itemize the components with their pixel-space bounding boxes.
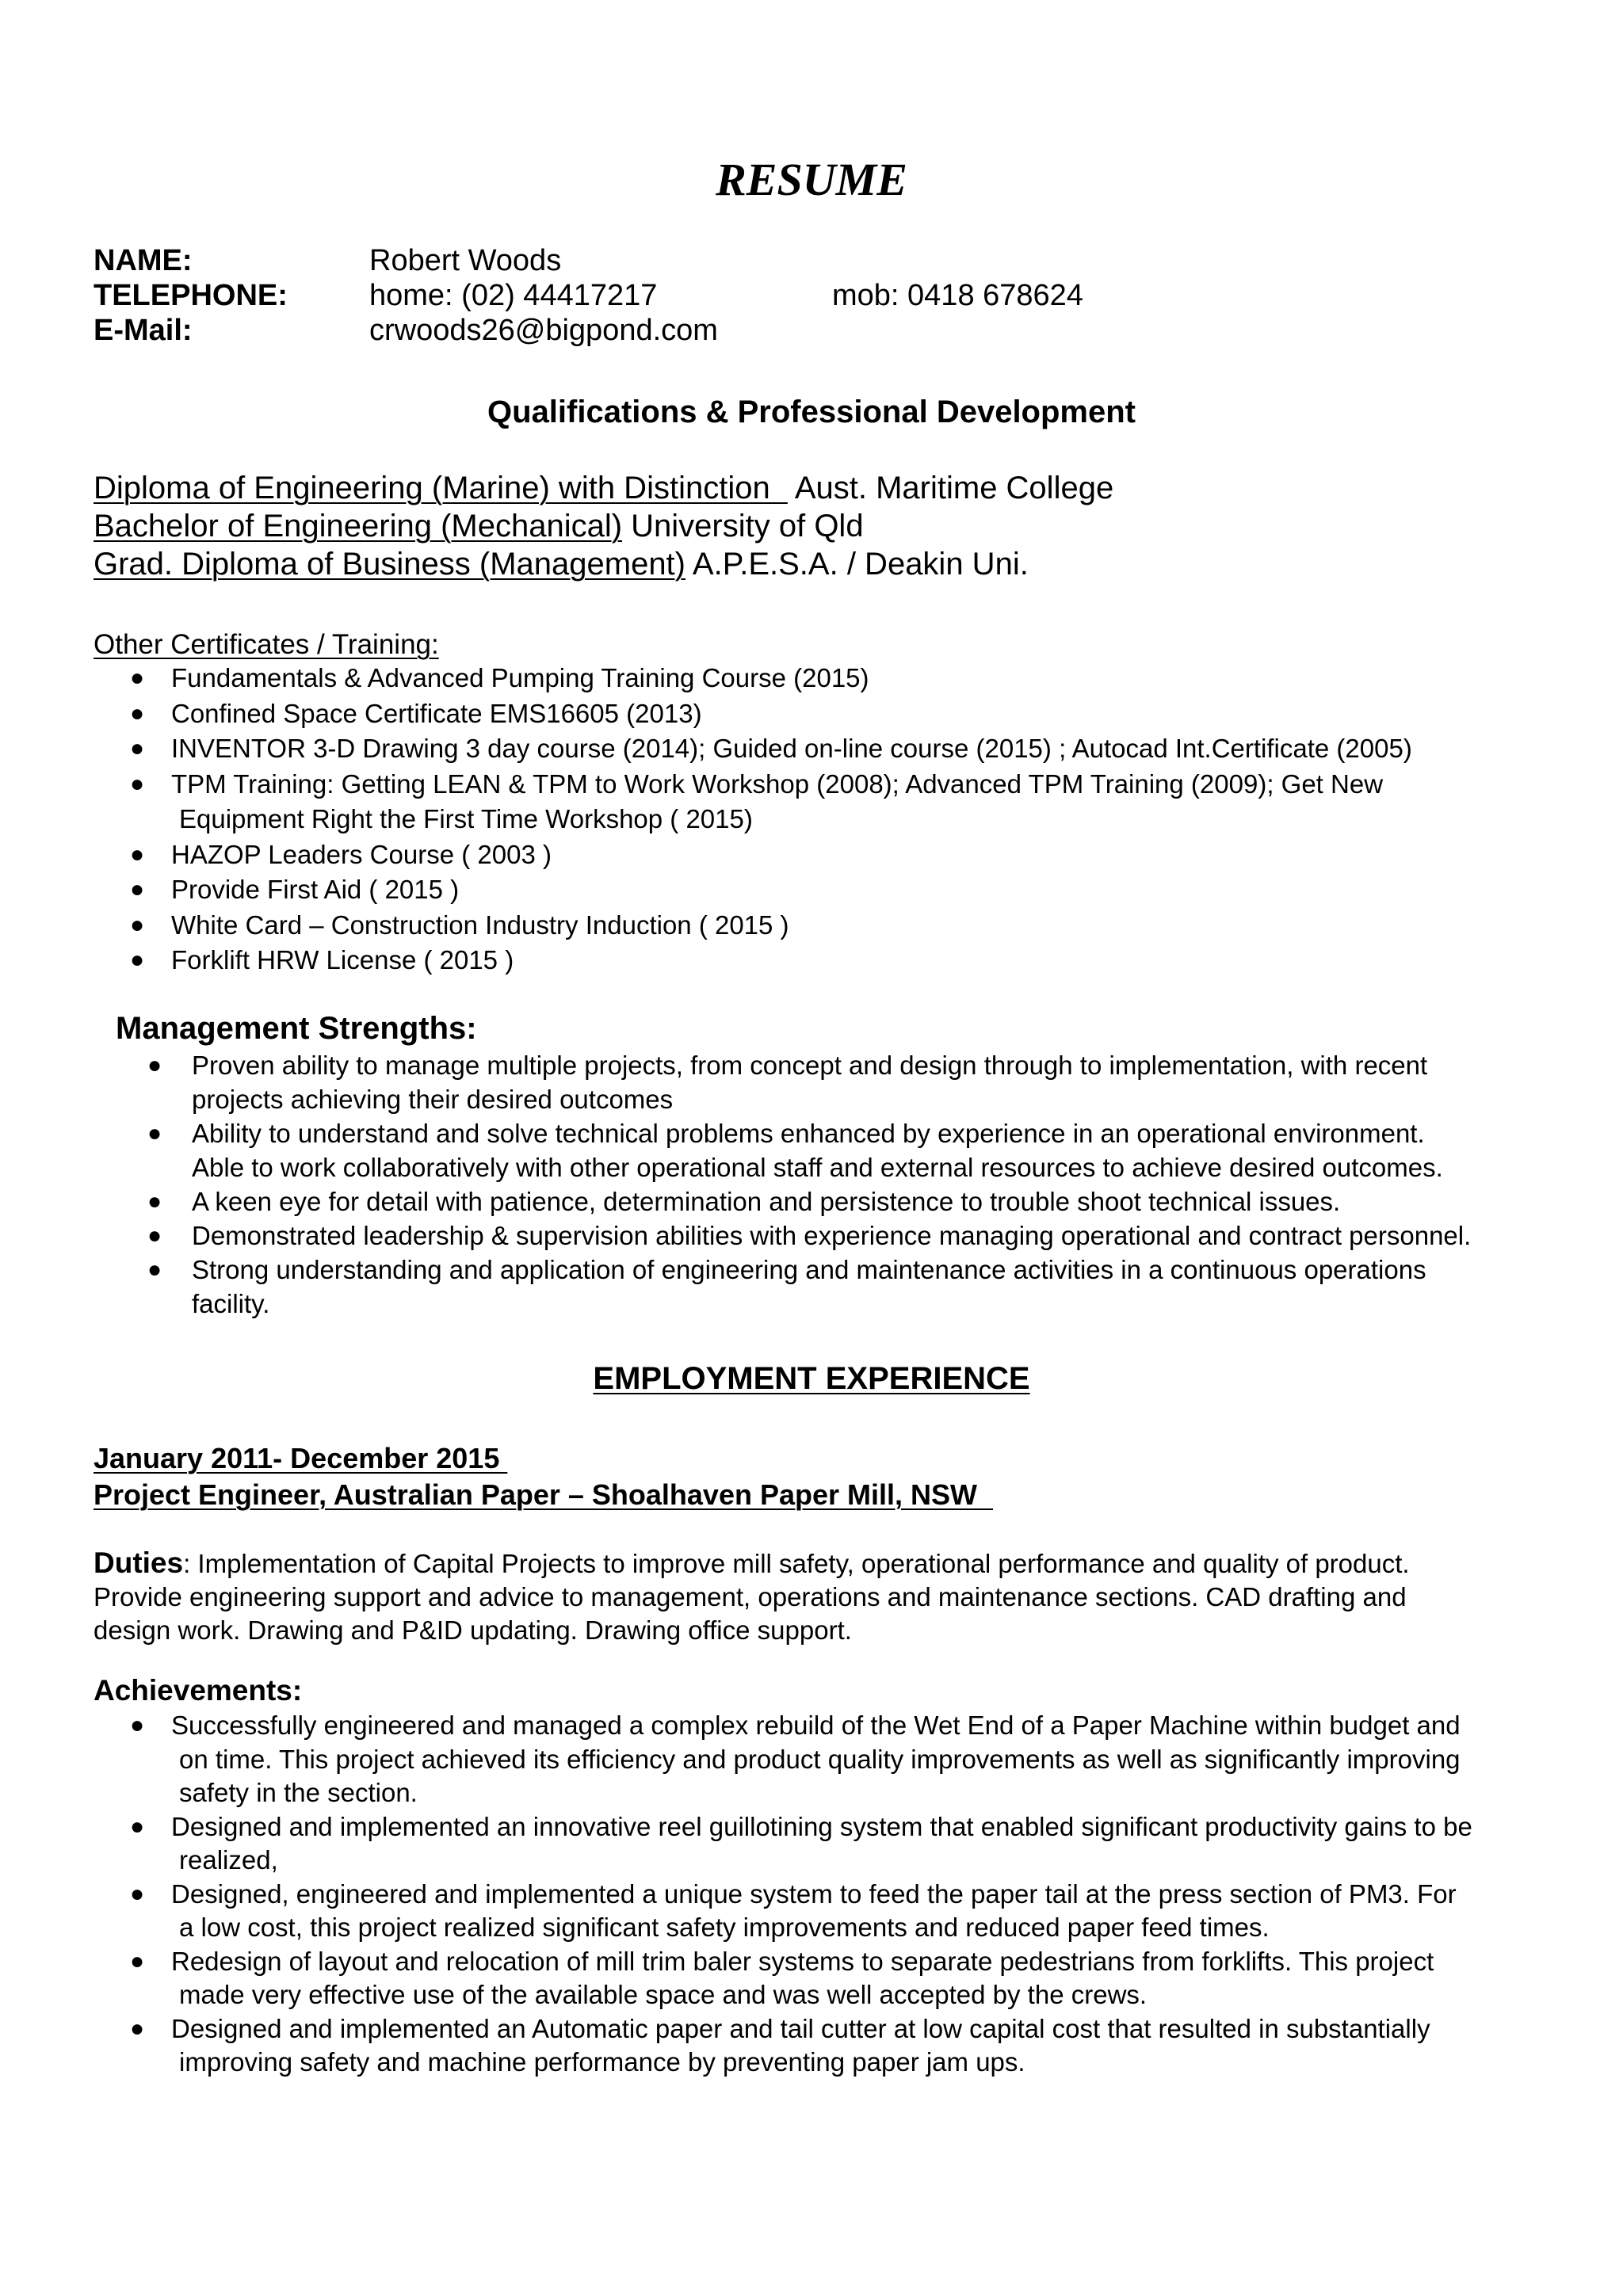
- achievement-text: Successfully engineered and managed a complex rebuild of the Wet End of a Paper Machine within budget and: [171, 1711, 1461, 1740]
- qualification-degree: Diploma of Engineering (Marine) with Distinction: [94, 471, 788, 505]
- list-item: [94, 2012, 1583, 2080]
- strength-text: A keen eye for detail with patience, determination and persistence to trouble shoot technical issues.: [192, 1187, 1341, 1216]
- duties-label: Duties: [94, 1547, 184, 1579]
- qualification-item: [94, 469, 1113, 507]
- employment-heading: [0, 1360, 1623, 1398]
- bullet-icon: ●: [130, 665, 145, 691]
- mobile-phone: mob: 0418 678624: [832, 279, 1083, 312]
- bullet-icon: ●: [147, 1052, 162, 1078]
- list-item: [94, 1709, 1583, 1810]
- duties-line: design work. Drawing and P&ID updating. Drawing office support.: [94, 1615, 852, 1645]
- email-value: crwoods26@bigpond.com: [369, 314, 718, 347]
- management-list: [94, 1048, 1583, 1321]
- strength-text: projects achieving their desired outcomes: [192, 1085, 674, 1114]
- qualification-institution: A.P.E.S.A. / Deakin Uni.: [685, 547, 1029, 582]
- resume-title: RESUME: [716, 154, 907, 205]
- bullet-icon: ●: [147, 1257, 162, 1283]
- list-item: [94, 1810, 1583, 1878]
- duties-paragraph: [94, 1547, 1552, 1647]
- certificate-text: TPM Training: Getting LEAN & TPM to Work Workshop (2008); Advanced TPM Training (2009); Get New: [171, 769, 1384, 799]
- duties-text: : Implementation of Capital Projects to improve mill safety, operational performance and quality of product.: [183, 1549, 1410, 1578]
- other-certificates-heading: Other Certificates / Training:: [94, 629, 439, 660]
- employment-heading-text: EMPLOYMENT EXPERIENCE: [593, 1361, 1030, 1396]
- achievements-heading: Achievements:: [94, 1674, 303, 1707]
- bullet-icon: ●: [130, 2015, 145, 2042]
- certificate-text: Forklift HRW License ( 2015 ): [171, 945, 514, 974]
- list-item: [94, 696, 1583, 732]
- employment-position: Project Engineer, Australian Paper – Shoalhaven Paper Mill, NSW: [94, 1478, 994, 1511]
- achievement-text: improving safety and machine performance by preventing paper jam ups.: [179, 2047, 1025, 2077]
- list-item: [94, 1945, 1583, 2012]
- employment-period: January 2011- December 2015: [94, 1442, 508, 1474]
- list-item: [94, 943, 1583, 978]
- list-item: [94, 1048, 1583, 1116]
- list-item: [94, 767, 1583, 837]
- achievement-text: made very effective use of the available space and was well accepted by the crews.: [179, 1980, 1148, 2009]
- list-item: [94, 1116, 1583, 1184]
- list-item: [94, 837, 1583, 873]
- bullet-icon: ●: [147, 1120, 162, 1146]
- bullet-icon: ●: [130, 911, 145, 938]
- bullet-icon: ●: [130, 735, 145, 761]
- bullet-icon: ●: [130, 1813, 145, 1840]
- achievement-text: Designed and implemented an Automatic paper and tail cutter at low capital cost that resulted in substantially: [171, 2013, 1430, 2043]
- bullet-icon: ●: [130, 700, 145, 727]
- home-phone: home: (02) 44417217: [369, 279, 658, 312]
- qualification-degree: Grad. Diploma of Business (Management): [94, 547, 685, 582]
- certificate-text: White Card – Construction Industry Induction ( 2015 ): [171, 910, 789, 940]
- list-item: [94, 661, 1583, 696]
- bullet-icon: ●: [130, 841, 145, 868]
- bullet-icon: ●: [147, 1188, 162, 1215]
- certificate-text: Equipment Right the First Time Workshop ( 2015): [179, 804, 753, 833]
- management-heading: Management Strengths:: [116, 1011, 477, 1046]
- list-item: [94, 731, 1583, 767]
- achievement-text: a low cost, this project realized significant safety improvements and reduced paper feed times.: [179, 1913, 1270, 1942]
- bullet-icon: ●: [130, 1712, 145, 1738]
- achievement-text: realized,: [179, 1845, 278, 1875]
- qualification-degree: Bachelor of Engineering (Mechanical): [94, 509, 623, 543]
- email-label: E-Mail:: [94, 314, 193, 347]
- certificate-text: Fundamentals & Advanced Pumping Training Course (2015): [171, 663, 869, 692]
- qualification-institution: University of Qld: [622, 509, 864, 543]
- list-item: [94, 1878, 1583, 1945]
- list-item: [94, 872, 1583, 908]
- achievement-text: on time. This project achieved its efficiency and product quality improvements as well as significantly improving: [179, 1744, 1461, 1774]
- name-label: NAME:: [94, 244, 193, 277]
- certificate-text: INVENTOR 3-D Drawing 3 day course (2014); Guided on-line course (2015) ; Autocad Int.Certificate (2005): [171, 734, 1412, 763]
- list-item: [94, 1184, 1583, 1219]
- bullet-icon: ●: [130, 1947, 145, 1974]
- duties-line: Provide engineering support and advice to management, operations and maintenance sections. CAD drafting and: [94, 1582, 1407, 1611]
- bullet-icon: ●: [130, 947, 145, 973]
- certificate-text: Provide First Aid ( 2015 ): [171, 875, 460, 904]
- qualification-institution: Aust. Maritime College: [787, 471, 1114, 505]
- list-item: [94, 1253, 1583, 1321]
- name-value: Robert Woods: [369, 244, 562, 277]
- certificate-text: Confined Space Certificate EMS16605 (2013): [171, 698, 702, 728]
- qualification-item: [94, 507, 864, 545]
- strength-text: Strong understanding and application of engineering and maintenance activities in a continuous operations: [192, 1255, 1426, 1284]
- strength-text: facility.: [192, 1289, 270, 1318]
- bullet-icon: ●: [130, 770, 145, 797]
- strength-text: Able to work collaboratively with other operational staff and external resources to achieve desired outcomes.: [192, 1153, 1443, 1182]
- bullet-icon: ●: [130, 876, 145, 902]
- duties-line: [94, 1547, 1552, 1581]
- achievements-list: [94, 1709, 1583, 2080]
- strength-text: Ability to understand and solve technical problems enhanced by experience in an operational environment.: [192, 1119, 1425, 1148]
- list-item: [94, 908, 1583, 944]
- bullet-icon: ●: [147, 1222, 162, 1249]
- qualification-item: [94, 545, 1029, 583]
- certificates-list: [94, 661, 1583, 978]
- achievement-text: Designed and implemented an innovative reel guillotining system that enabled significant productivity gains to be: [171, 1811, 1472, 1841]
- certificate-text: HAZOP Leaders Course ( 2003 ): [171, 839, 552, 869]
- bullet-icon: ●: [130, 1880, 145, 1907]
- telephone-label: TELEPHONE:: [94, 279, 288, 312]
- achievement-text: safety in the section.: [179, 1778, 418, 1807]
- list-item: [94, 1219, 1583, 1253]
- strength-text: Demonstrated leadership & supervision abilities with experience managing operational and contract personnel.: [192, 1221, 1472, 1250]
- strength-text: Proven ability to manage multiple projects, from concept and design through to implementation, with recent: [192, 1051, 1428, 1080]
- achievement-text: Redesign of layout and relocation of mill trim baler systems to separate pedestrians from forklifts. This project: [171, 1946, 1434, 1976]
- qualifications-heading: Qualifications & Professional Development: [487, 395, 1136, 429]
- achievement-text: Designed, engineered and implemented a unique system to feed the paper tail at the press section of PM3. For: [171, 1878, 1457, 1909]
